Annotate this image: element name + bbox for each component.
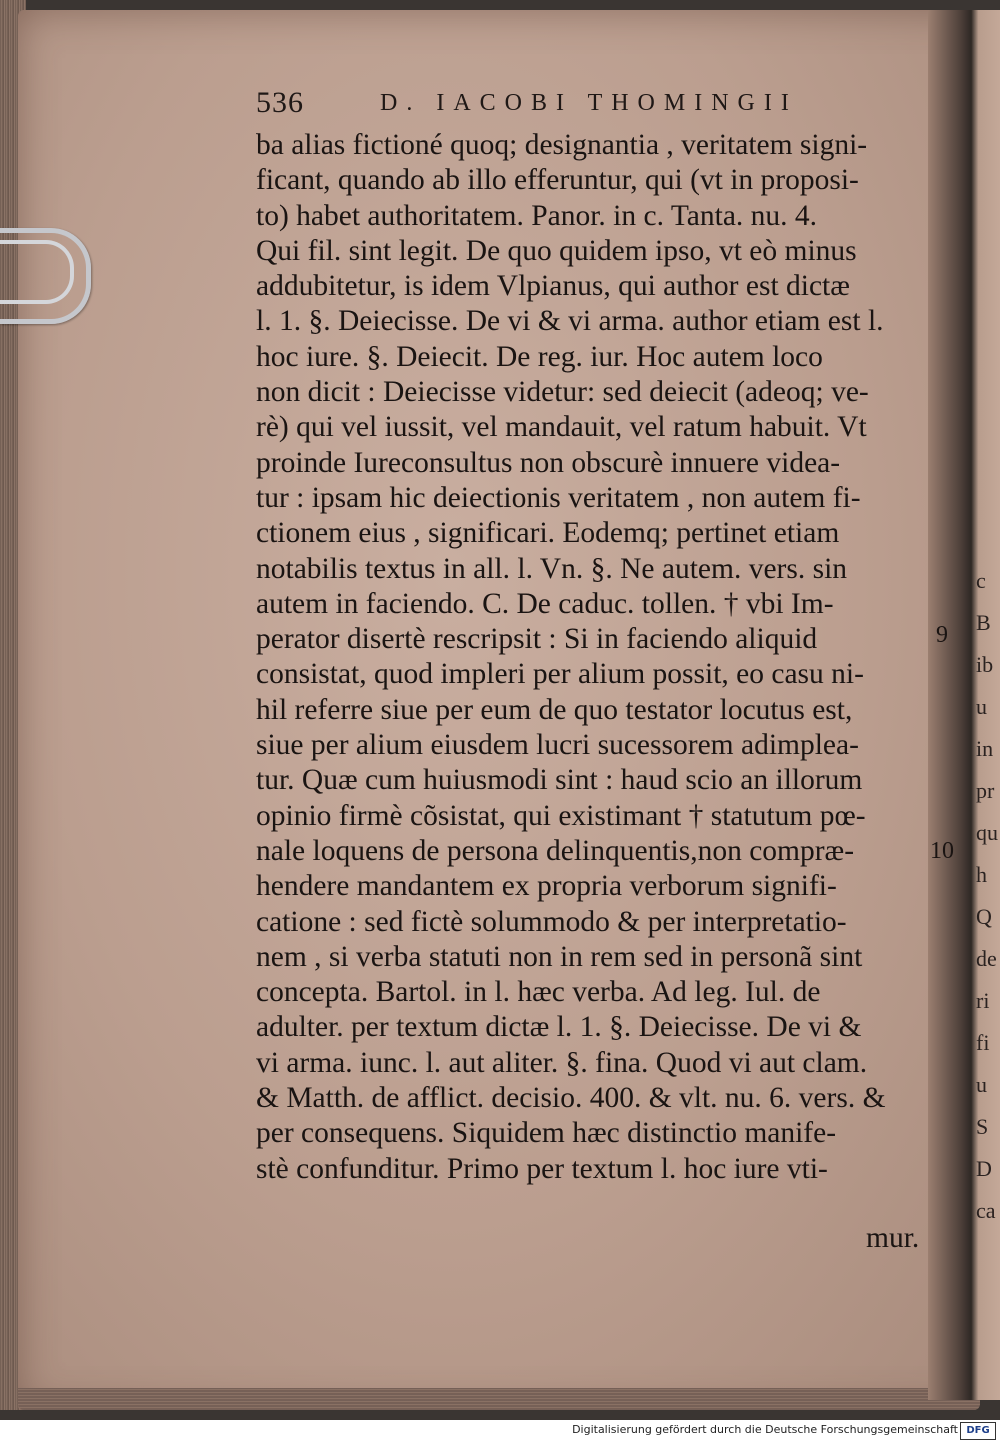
- page-number: 536: [256, 86, 304, 119]
- page-header: [256, 86, 936, 126]
- text-line: addubitetur, is idem Vlpianus, qui author est dictæ: [256, 270, 850, 303]
- text-line: tur. Quæ cum huiusmodi sint : haud scio an illorum: [256, 764, 863, 797]
- text-line: catione : sed fictè solummodo & per interpretatio-: [256, 905, 847, 938]
- facing-page-letter: u: [976, 694, 987, 719]
- text-line: opinio firmè cõsistat, qui existimant † statutum pœ-: [256, 799, 866, 832]
- catchword: mur.: [866, 1222, 920, 1254]
- body-text: [256, 128, 936, 1187]
- facing-page-letter: fi: [976, 1030, 990, 1055]
- text-line: adulter. per textum dictæ l. 1. §. Deiecisse. De vi &: [256, 1011, 862, 1044]
- facing-page-letter: qu: [976, 820, 998, 845]
- marginal-number-9: 9: [936, 622, 948, 648]
- text-line: hendere mandantem ex propria verborum signifi-: [256, 870, 837, 903]
- text-line: notabilis textus in all. l. Vn. §. Ne autem. vers. sin: [256, 552, 848, 585]
- text-line: per consequens. Siquidem hæc distinctio manife-: [256, 1117, 837, 1150]
- text-line: consistat, quod impleri per alium possit, eo casu ni-: [256, 658, 864, 691]
- funding-credit: Digitalisierung gefördert durch die Deutsche Forschungsgemeinschaft: [572, 1423, 958, 1436]
- text-line: nem , si verba statuti non in rem sed in personã sint: [256, 940, 863, 973]
- text-line: siue per alium eiusdem lucri sucessorem adimplea-: [256, 729, 859, 762]
- facing-page-letter: c: [976, 568, 986, 593]
- text-line: ba alias fictioné quoq; designantia , veritatem signi-: [256, 129, 868, 161]
- page-stack-bottom-edge: [18, 1388, 980, 1410]
- text-line: tur : ipsam hic deiectionis veritatem , non autem fi-: [256, 481, 861, 514]
- facing-page-letter: ca: [976, 1198, 996, 1223]
- text-line: & Matth. de afflict. decisio. 400. & vlt. nu. 6. vers. &: [256, 1082, 886, 1115]
- text-line: ctionem eius , significari. Eodemq; pertinet etiam: [256, 517, 840, 550]
- dfg-logo: DFG: [960, 1422, 996, 1440]
- facing-page-letter: pr: [976, 778, 995, 803]
- text-line: hoc iure. §. Deiecit. De reg. iur. Hoc autem loco: [256, 340, 823, 373]
- digitization-footer: [0, 1420, 1000, 1442]
- facing-page-letter: ib: [976, 652, 994, 677]
- text-line: hil referre siue per eum de quo testator locutus est,: [256, 693, 853, 726]
- text-line: non dicit : Deiecisse videtur: sed deiecit (adeoq; ve-: [256, 376, 869, 409]
- text-line: Qui fil. sint legit. De quo quidem ipso, vt eò minus: [256, 234, 857, 267]
- text-line: proinde Iureconsultus non obscurè innuere videa-: [256, 446, 841, 479]
- marginal-number-10: 10: [930, 838, 954, 864]
- facing-page-letter: B: [976, 610, 991, 635]
- text-line: autem in faciendo. C. De caduc. tollen. † vbi Im-: [256, 587, 834, 620]
- facing-page-letter: in: [976, 736, 994, 761]
- facing-page-letter: de: [976, 946, 997, 971]
- text-line: l. 1. §. Deiecisse. De vi & vi arma. author etiam est l.: [256, 305, 884, 338]
- facing-page-letter: u: [976, 1072, 987, 1097]
- facing-page-letter: S: [976, 1114, 989, 1139]
- text-line: concepta. Bartol. in l. hæc verba. Ad leg. Iul. de: [256, 976, 821, 1009]
- text-line: rè) qui vel iussit, vel mandauit, vel ratum habuit. Vt: [256, 411, 867, 444]
- facing-page-letter: Q: [976, 904, 992, 929]
- text-line: nale loquens de persona delinquentis,non compræ-: [256, 834, 855, 867]
- running-title: D. IACOBI THOMINGII: [380, 90, 798, 116]
- facing-page-letter: ri: [976, 988, 990, 1013]
- paper-clip-inner-loop: [0, 240, 74, 304]
- facing-page-letter: h: [976, 862, 987, 887]
- facing-page-letter: D: [976, 1156, 992, 1181]
- text-line: stè confunditur. Primo per textum l. hoc iure vti-: [256, 1152, 828, 1185]
- facing-page-fragment: [976, 560, 1000, 1232]
- text-line: ficant, quando ab illo efferuntur, qui (vt in proposi-: [256, 164, 859, 197]
- text-line: perator disertè rescripsit : Si in faciendo aliquid: [256, 623, 818, 656]
- text-line: to) habet authoritatem. Panor. in c. Tanta. nu. 4.: [256, 199, 818, 232]
- text-line: vi arma. iunc. l. aut aliter. §. fina. Quod vi aut clam.: [256, 1046, 868, 1079]
